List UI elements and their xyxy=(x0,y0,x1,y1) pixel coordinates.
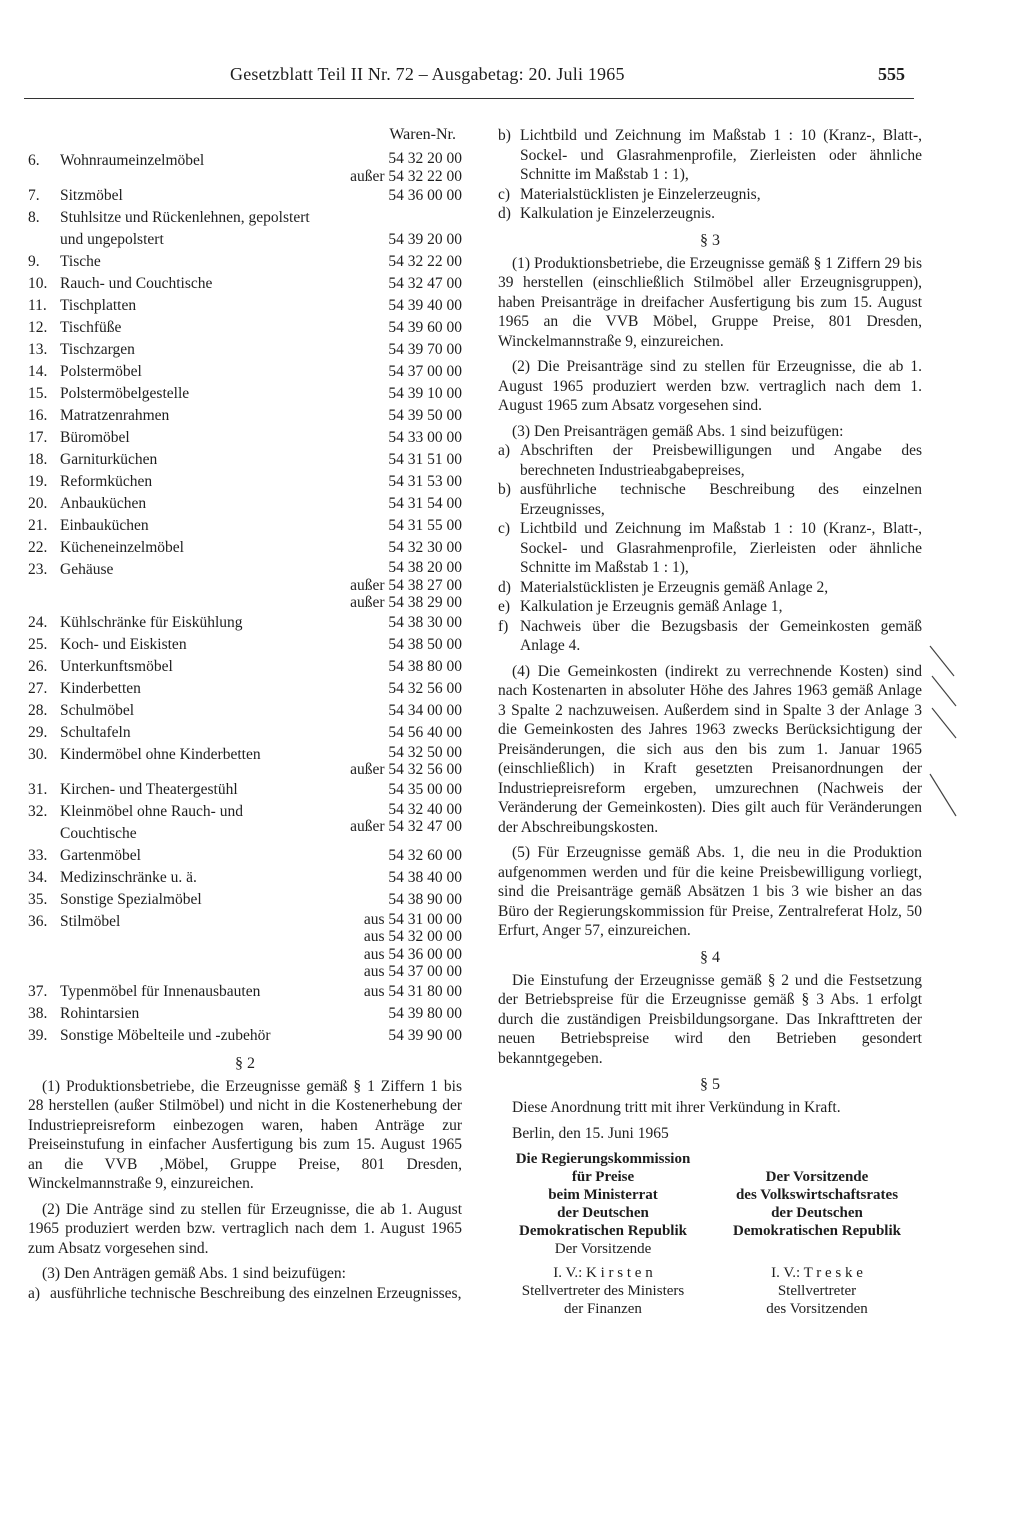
waren-number: 54 38 80 00 xyxy=(388,657,462,675)
product-row xyxy=(28,273,462,295)
waren-number: 54 31 51 00 xyxy=(388,451,462,468)
item-text: Lichtbild und Zeichnung im Maßstab 1 : 10 (Kranz-, Blatt-, Sockel- und Glasrahmenprofile, Zierleisten oder ähnliche Schnitte im Maßstab 1 : 1), xyxy=(520,520,922,576)
product-name: Polstermöbel xyxy=(60,363,142,380)
product-number: 25. xyxy=(28,635,48,653)
waren-number: 54 39 40 00 xyxy=(388,297,462,314)
section-4-mark: § 4 xyxy=(700,948,720,966)
waren-number: 54 37 00 00 xyxy=(388,363,462,380)
item-label: b) xyxy=(498,127,511,144)
product-name: Schultafeln xyxy=(60,723,131,741)
product-row xyxy=(28,251,462,273)
product-codes xyxy=(312,889,462,911)
product-codes xyxy=(312,361,462,383)
waren-number: 54 32 20 00 xyxy=(388,150,462,167)
product-row xyxy=(28,515,462,537)
product-name: Büromöbel xyxy=(60,429,130,446)
product-number: 10. xyxy=(28,275,48,292)
waren-number: 54 32 40 00 xyxy=(388,800,462,818)
sig-left-line-6: Der Vorsitzende xyxy=(554,1240,652,1257)
section-3-mark: § 3 xyxy=(700,231,720,249)
product-row xyxy=(28,559,462,612)
list-item xyxy=(498,519,922,578)
section-3-paragraph-2: (2) Die Preisanträge sind zu stellen für Erzeugnisse, die ab 1. August 1965 produziert werden bzw. vertraglich nach dem 1. August 1965 zum Absatz vorgesehen sind. xyxy=(498,358,922,414)
item-label: b) xyxy=(498,481,511,498)
sig-right-line-4: Demokratischen Republik xyxy=(733,1222,901,1239)
product-name: Einbauküchen xyxy=(60,517,149,534)
waren-number: aus 54 31 00 00 xyxy=(363,910,462,928)
waren-number: 54 39 60 00 xyxy=(388,319,462,336)
item-text: Materialstücklisten je Einzelerzeugnis, xyxy=(520,185,761,203)
product-row xyxy=(28,1003,462,1025)
product-codes xyxy=(312,471,462,493)
header-title: Gesetzblatt Teil II Nr. 72 – Ausgabetag: 20. Juli 1965 xyxy=(230,64,625,84)
product-number: 19. xyxy=(28,473,48,490)
waren-number: 54 38 40 00 xyxy=(388,868,462,886)
section-3-paragraph-1: (1) Produktionsbetriebe, die Erzeugnisse gemäß § 1 Ziffern 29 bis 39 herstellen (einschließlich Stilmöbel aller Erzeugnisgruppen), haben Preisanträge in dreifacher Ausfertigung bis zum 15. August 1965 an die VVB Möbel, Gruppe Preise, 801 Dresden, Winckelmannstraße 9, einzureichen. xyxy=(498,254,922,350)
product-name: Kinderbetten xyxy=(60,679,141,697)
waren-number: 54 39 70 00 xyxy=(388,341,462,358)
product-number: 24. xyxy=(28,613,48,631)
section-3-paragraph-4: (4) Die Gemeinkosten (indirekt zu verrechnende Kosten) sind nach Kostenarten in absoluter Höhe des Jahres 1963 gemäß Anlage 3 Spalte 2 nachzuweisen. Außerdem sind in Spalte 3 der Anlage 3 die Gemeinkosten des Jahres 1963 zwecks Berücksichtigung der Preisänderungen, die sich aus den bis zum 1. Januar 1965 (einschließlich) in Kraft gesetzten Preisanordnungen der Industriepreisreform ergeben, umzurechnen (Nachweis der Veränderung der Gemeinkosten). Dies gilt auch für Veränderungen der Abschreibungskosten. xyxy=(498,662,922,836)
item-text: ausführliche technische Beschreibung des einzelnen Erzeugnisses, xyxy=(50,1284,462,1302)
product-codes xyxy=(312,185,462,207)
product-row xyxy=(28,634,462,656)
sig-left-line-9: der Finanzen xyxy=(564,1300,642,1317)
sig-left-line-8: Stellvertreter des Ministers xyxy=(521,1282,685,1299)
product-codes xyxy=(312,427,462,449)
item-label: d) xyxy=(498,205,511,222)
item-label: f) xyxy=(498,617,509,635)
product-row xyxy=(28,185,462,207)
product-name: Tischfüße xyxy=(60,319,122,336)
list-item xyxy=(498,597,922,617)
list-item xyxy=(498,126,922,185)
signature-left xyxy=(498,1150,708,1318)
page-number: 555 xyxy=(878,64,905,84)
product-number: 6. xyxy=(28,152,40,169)
section-4-paragraph-1: Die Einstufung der Erzeugnisse gemäß § 2 und die Festsetzung der Betriebspreise für die Erzeugnisse gemäß § 3 Abs. 1 erfolgt durch die zuständigen Preisbildungsorgane. Das Inkrafttreten der neuen Betriebspreise wird den Betrieben gesondert bekanntgegeben. xyxy=(498,971,922,1067)
product-number: 35. xyxy=(28,890,48,908)
waren-number: 54 32 56 00 xyxy=(388,679,462,697)
product-name: Schulmöbel xyxy=(60,701,135,719)
section-2-paragraph-3: (3) Den Anträgen gemäß Abs. 1 sind beizufügen: xyxy=(42,1265,346,1282)
item-label: a) xyxy=(28,1284,41,1302)
product-number: 23. xyxy=(28,561,48,578)
section-2-paragraph-1: (1) Produktionsbetriebe, die Erzeugnisse gemäß § 1 Ziffern 1 bis 28 herstellen (außer Stilmöbel) und nicht in die Kostenerhebung der Industriepreisreform einbezogen waren, haben Anträge zur Preiseinstufung in einfacher Ausfertigung bis zum 15. August 1965 an die VVB ‚Möbel, Gruppe Preise, 801 Dresden, Winckelmannstraße 9, einzureichen. xyxy=(28,1077,462,1192)
waren-number: außer 54 38 29 00 xyxy=(350,594,462,611)
product-name: Kücheneinzelmöbel xyxy=(60,539,184,556)
product-number: 22. xyxy=(28,539,48,556)
waren-number: aus 54 36 00 00 xyxy=(363,945,462,963)
waren-number: 54 39 80 00 xyxy=(388,1004,462,1022)
list-item xyxy=(498,480,922,519)
product-codes xyxy=(312,537,462,559)
waren-number: außer 54 38 27 00 xyxy=(350,576,462,594)
product-row xyxy=(28,537,462,559)
product-name: Wohnraumeinzelmöbel xyxy=(60,152,205,169)
waren-number: 54 31 53 00 xyxy=(388,473,462,490)
sig-right-line-7: des Vorsitzenden xyxy=(766,1300,868,1317)
product-codes xyxy=(312,339,462,361)
product-row xyxy=(28,911,462,981)
header-rule xyxy=(24,98,914,99)
waren-number: 54 39 50 00 xyxy=(388,407,462,424)
product-codes xyxy=(312,251,462,273)
product-number: 27. xyxy=(28,679,48,697)
section-5-mark: § 5 xyxy=(700,1076,720,1093)
product-number: 34. xyxy=(28,868,48,886)
margin-marks xyxy=(928,636,968,836)
waren-number: 54 39 20 00 xyxy=(388,231,462,248)
product-codes xyxy=(312,559,462,612)
product-row xyxy=(28,722,462,744)
left-column xyxy=(28,126,462,1303)
product-name: Matratzenrahmen xyxy=(60,407,170,424)
waren-number: 54 36 00 00 xyxy=(388,187,462,204)
product-row xyxy=(28,889,462,911)
waren-number: 54 38 30 00 xyxy=(388,613,462,631)
section-5-paragraph-1: Diese Anordnung tritt mit ihrer Verkündung in Kraft. xyxy=(512,1099,841,1116)
product-name: Gehäuse xyxy=(60,561,114,578)
list-item xyxy=(498,441,922,480)
sig-left-signer: I. V.: K i r s t e n xyxy=(553,1264,653,1281)
product-row xyxy=(28,700,462,722)
product-name: Tischplatten xyxy=(60,297,137,314)
product-name: Kühlschränke für Eiskühlung xyxy=(60,613,243,631)
product-codes xyxy=(312,383,462,405)
waren-number: 54 38 50 00 xyxy=(388,635,462,653)
product-name: Stilmöbel xyxy=(60,912,121,930)
waren-number: 54 33 00 00 xyxy=(388,429,462,446)
product-number: 9. xyxy=(28,253,40,270)
product-number: 28. xyxy=(28,701,48,719)
list-item xyxy=(498,578,922,598)
product-codes xyxy=(312,801,462,845)
product-codes xyxy=(312,273,462,295)
waren-number: 54 38 90 00 xyxy=(388,890,462,908)
product-row xyxy=(28,449,462,471)
product-number: 39. xyxy=(28,1026,48,1044)
product-codes xyxy=(312,779,462,801)
sig-right-line-6: Stellvertreter xyxy=(777,1282,857,1299)
margin-mark xyxy=(932,708,956,738)
margin-mark xyxy=(930,646,954,676)
product-name: Tischzargen xyxy=(60,341,135,358)
product-row xyxy=(28,612,462,634)
product-row xyxy=(28,361,462,383)
waren-number: aus 54 32 00 00 xyxy=(363,928,462,945)
section-3-paragraph-5: (5) Für Erzeugnisse gemäß Abs. 1, die neu in die Produktion aufgenommen werden und für die keine Preisbewilligung vorliegt, sind die Preisanträge gemäß Absätzen 1 bis 3 wie bisher an das Büro der Regierungskommission für Preise, Zentralreferat Holz, 50 Erfurt, Anger 57, einzureichen. xyxy=(498,844,922,939)
waren-number: 54 32 22 00 xyxy=(388,253,462,270)
product-codes xyxy=(312,150,462,185)
sig-left-line-2: für Preise xyxy=(571,1168,635,1185)
product-name: Tische xyxy=(60,253,101,270)
waren-number: 54 38 20 00 xyxy=(388,559,462,576)
waren-number: 54 31 54 00 xyxy=(388,495,462,512)
product-row xyxy=(28,845,462,867)
product-codes xyxy=(312,845,462,867)
product-codes xyxy=(312,1003,462,1025)
column-header-waren-nr: Waren-Nr. xyxy=(389,126,456,143)
product-number: 26. xyxy=(28,657,48,675)
product-name: Unterkunftsmöbel xyxy=(60,657,173,675)
product-codes xyxy=(312,405,462,427)
product-codes xyxy=(312,634,462,656)
product-row xyxy=(28,1025,462,1047)
product-row xyxy=(28,471,462,493)
product-name: Garniturküchen xyxy=(60,451,158,468)
product-number: 14. xyxy=(28,363,48,380)
item-text: ausführliche technische Beschreibung des einzelnen Erzeugnisses, xyxy=(520,481,922,518)
product-number: 16. xyxy=(28,407,48,424)
sig-right-line-1: Der Vorsitzende xyxy=(765,1168,869,1185)
product-name: Rauch- und Couchtische xyxy=(60,275,213,292)
margin-mark xyxy=(932,676,956,706)
list-item xyxy=(498,617,922,656)
section-3-paragraph-3: (3) Den Preisanträgen gemäß Abs. 1 sind beizufügen: xyxy=(512,422,844,440)
waren-number: 54 56 40 00 xyxy=(388,723,462,741)
product-row xyxy=(28,295,462,317)
waren-number: aus 54 31 80 00 xyxy=(363,982,462,1000)
product-name: Stuhlsitze und Rückenlehnen, gepolstert und ungepolstert xyxy=(60,209,310,248)
product-number: 15. xyxy=(28,385,48,402)
right-column xyxy=(498,126,922,1318)
section-2-mark: § 2 xyxy=(235,1054,255,1072)
product-number: 29. xyxy=(28,723,48,741)
product-row xyxy=(28,493,462,515)
sig-right-line-3: der Deutschen xyxy=(771,1204,863,1221)
product-row xyxy=(28,207,462,251)
product-number: 37. xyxy=(28,982,48,1000)
product-codes xyxy=(312,700,462,722)
waren-number: außer 54 32 47 00 xyxy=(350,818,462,835)
list-item xyxy=(498,204,922,224)
item-label: c) xyxy=(498,520,511,537)
waren-number: 54 31 55 00 xyxy=(388,517,462,534)
item-text: Lichtbild und Zeichnung im Maßstab 1 : 10 (Kranz-, Blatt-, Sockel- und Glasrahmenprofile, Zierleisten oder ähnliche Schnitte im Maßstab 1 : 1), xyxy=(520,127,922,183)
item-label: a) xyxy=(498,442,511,459)
waren-number: 54 34 00 00 xyxy=(388,701,462,719)
product-codes xyxy=(312,981,462,1003)
product-row xyxy=(28,405,462,427)
item-label: e) xyxy=(498,598,511,615)
sig-left-line-1: Die Regierungskommission xyxy=(515,1150,691,1167)
item-text: Kalkulation je Erzeugnis gemäß Anlage 1, xyxy=(520,598,783,615)
product-row xyxy=(28,801,462,845)
waren-number: außer 54 32 22 00 xyxy=(350,167,462,185)
product-codes xyxy=(312,911,462,981)
sig-right-line-2: des Volkswirtschaftsrates xyxy=(735,1186,899,1203)
product-name: Sonstige Spezialmöbel xyxy=(60,890,202,908)
product-number: 31. xyxy=(28,780,48,798)
list-item xyxy=(498,185,922,205)
sig-right-signer: I. V.: T r e s k e xyxy=(771,1264,863,1281)
product-name: Kirchen- und Theatergestühl xyxy=(60,780,238,798)
product-row xyxy=(28,339,462,361)
product-row xyxy=(28,317,462,339)
product-row xyxy=(28,427,462,449)
product-name: Anbauküchen xyxy=(60,495,147,512)
waren-number: 54 32 60 00 xyxy=(388,846,462,864)
product-list xyxy=(28,150,462,1047)
product-name: Rohintarsien xyxy=(60,1004,140,1022)
sig-left-line-5: Demokratischen Republik xyxy=(519,1222,687,1239)
product-codes xyxy=(312,612,462,634)
waren-number: 54 32 30 00 xyxy=(388,539,462,556)
waren-number: außer 54 32 56 00 xyxy=(350,761,462,778)
product-number: 36. xyxy=(28,912,48,930)
product-number: 18. xyxy=(28,451,48,468)
product-number: 32. xyxy=(28,802,48,820)
product-number: 12. xyxy=(28,319,48,336)
product-codes xyxy=(312,207,462,251)
product-name: Polstermöbelgestelle xyxy=(60,385,190,402)
product-name: Gartenmöbel xyxy=(60,846,141,864)
product-name: Reformküchen xyxy=(60,473,153,490)
signature-block xyxy=(498,1150,922,1318)
item-text: Materialstücklisten je Erzeugnis gemäß Anlage 2, xyxy=(520,578,829,596)
product-number: 30. xyxy=(28,745,48,763)
item-text: Nachweis über die Bezugsbasis der Gemeinkosten gemäß Anlage 4. xyxy=(520,617,922,654)
product-row xyxy=(28,678,462,700)
product-codes xyxy=(312,1025,462,1047)
sig-left-line-3: beim Ministerrat xyxy=(548,1186,658,1203)
product-number: 7. xyxy=(28,187,40,204)
item-text: Kalkulation je Einzelerzeugnis. xyxy=(520,205,715,222)
margin-mark xyxy=(930,774,956,816)
product-name: Sonstige Möbelteile und -zubehör xyxy=(60,1026,271,1044)
product-row xyxy=(28,150,462,185)
product-codes xyxy=(312,678,462,700)
product-number: 11. xyxy=(28,297,47,314)
product-number: 13. xyxy=(28,341,48,358)
section-2-item-a xyxy=(28,1284,462,1304)
place-and-date: Berlin, den 15. Juni 1965 xyxy=(512,1124,669,1142)
product-number: 21. xyxy=(28,517,48,534)
product-row xyxy=(28,867,462,889)
product-name: Kindermöbel ohne Kinderbetten xyxy=(60,745,261,763)
item-label: d) xyxy=(498,578,511,596)
product-codes xyxy=(312,295,462,317)
product-codes xyxy=(312,493,462,515)
page-header xyxy=(0,62,1024,98)
product-number: 8. xyxy=(28,209,40,226)
waren-number: aus 54 37 00 00 xyxy=(363,963,462,980)
product-name: Kleinmöbel ohne Rauch- und Couchtische xyxy=(60,802,243,842)
product-name: Koch- und Eiskisten xyxy=(60,635,187,653)
product-codes xyxy=(312,449,462,471)
sig-left-line-4: der Deutschen xyxy=(557,1204,649,1221)
product-codes xyxy=(312,722,462,744)
product-codes xyxy=(312,656,462,678)
product-number: 17. xyxy=(28,429,48,446)
section-2-paragraph-2: (2) Die Anträge sind zu stellen für Erzeugnisse, die ab 1. August 1965 produziert werden bzw. vertraglich nach dem 1. August 1965 zum Absatz vorgesehen sind. xyxy=(28,1200,462,1257)
product-row xyxy=(28,656,462,678)
product-codes xyxy=(312,515,462,537)
product-name: Typenmöbel für Innenausbauten xyxy=(60,982,261,1000)
product-number: 20. xyxy=(28,495,48,512)
product-row xyxy=(28,383,462,405)
item-text: Abschriften der Preisbewilligungen und Angabe des berechneten Industrieabgabepreises, xyxy=(520,442,922,479)
product-row xyxy=(28,779,462,801)
waren-number: 54 32 50 00 xyxy=(388,743,462,761)
product-row xyxy=(28,981,462,1003)
product-number: 33. xyxy=(28,846,48,864)
waren-number: 54 39 90 00 xyxy=(388,1026,462,1044)
product-codes xyxy=(312,867,462,889)
product-name: Medizinschränke u. ä. xyxy=(60,868,197,886)
signature-right xyxy=(712,1150,922,1318)
product-codes xyxy=(312,317,462,339)
waren-number: 54 32 47 00 xyxy=(388,275,462,292)
product-codes xyxy=(312,744,462,779)
waren-number: 54 35 00 00 xyxy=(388,780,462,798)
section-3-attachments-list xyxy=(498,441,922,656)
continued-list xyxy=(498,126,922,224)
product-name: Sitzmöbel xyxy=(60,187,123,204)
product-number: 38. xyxy=(28,1004,48,1022)
waren-number: 54 39 10 00 xyxy=(388,385,462,402)
product-row xyxy=(28,744,462,779)
item-label: c) xyxy=(498,185,511,203)
